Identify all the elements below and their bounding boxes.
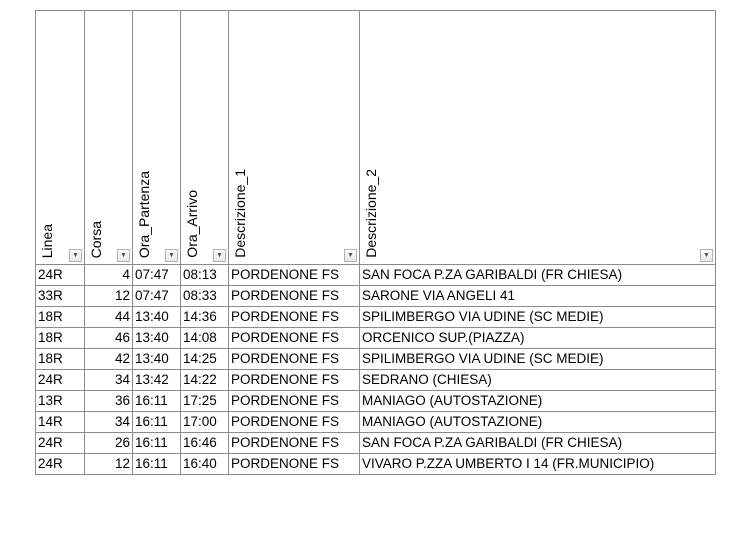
- column-label: Ora_Partenza: [136, 170, 152, 258]
- cell-ora-partenza[interactable]: 16:11: [133, 433, 181, 454]
- cell-ora-partenza[interactable]: 07:47: [133, 286, 181, 307]
- dropdown-arrow-icon[interactable]: ▼: [69, 249, 82, 262]
- cell-descrizione-2[interactable]: SEDRANO (CHIESA): [360, 370, 716, 391]
- cell-linea[interactable]: 24R: [36, 454, 85, 475]
- column-header-linea: [36, 11, 85, 265]
- cell-ora-partenza[interactable]: 13:42: [133, 370, 181, 391]
- column-header-ora-arrivo: [181, 11, 229, 265]
- cell-descrizione-2[interactable]: MANIAGO (AUTOSTAZIONE): [360, 412, 716, 433]
- cell-descrizione-1[interactable]: PORDENONE FS: [229, 412, 360, 433]
- cell-ora-arrivo[interactable]: 14:08: [181, 328, 229, 349]
- column-label: Descrizione_2: [363, 169, 379, 258]
- cell-ora-arrivo[interactable]: 14:36: [181, 307, 229, 328]
- cell-ora-arrivo[interactable]: 14:25: [181, 349, 229, 370]
- cell-descrizione-2[interactable]: SPILIMBERGO VIA UDINE (SC MEDIE): [360, 349, 716, 370]
- cell-corsa[interactable]: 12: [85, 286, 133, 307]
- cell-descrizione-2[interactable]: MANIAGO (AUTOSTAZIONE): [360, 391, 716, 412]
- table-row: [36, 370, 716, 391]
- column-header-descrizione-1: [229, 11, 360, 265]
- cell-ora-arrivo[interactable]: 16:40: [181, 454, 229, 475]
- cell-linea[interactable]: 24R: [36, 265, 85, 286]
- dropdown-arrow-icon[interactable]: ▼: [213, 249, 226, 262]
- cell-descrizione-1[interactable]: PORDENONE FS: [229, 286, 360, 307]
- table-row: [36, 328, 716, 349]
- table-row: [36, 454, 716, 475]
- cell-linea[interactable]: 24R: [36, 433, 85, 454]
- cell-descrizione-1[interactable]: PORDENONE FS: [229, 370, 360, 391]
- column-header-ora-partenza: [133, 11, 181, 265]
- table-row: [36, 412, 716, 433]
- cell-ora-partenza[interactable]: 13:40: [133, 328, 181, 349]
- dropdown-arrow-icon[interactable]: ▼: [165, 249, 178, 262]
- header-row: [36, 11, 716, 265]
- table-row: [36, 349, 716, 370]
- cell-ora-partenza[interactable]: 13:40: [133, 307, 181, 328]
- column-label: Linea: [39, 223, 55, 258]
- cell-ora-arrivo[interactable]: 08:33: [181, 286, 229, 307]
- cell-corsa[interactable]: 4: [85, 265, 133, 286]
- cell-ora-arrivo[interactable]: 17:00: [181, 412, 229, 433]
- cell-descrizione-2[interactable]: SARONE VIA ANGELI 41: [360, 286, 716, 307]
- column-header-corsa: [85, 11, 133, 265]
- cell-ora-partenza[interactable]: 16:11: [133, 391, 181, 412]
- dropdown-arrow-icon[interactable]: ▼: [700, 249, 713, 262]
- cell-linea[interactable]: 13R: [36, 391, 85, 412]
- table-row: [36, 391, 716, 412]
- cell-ora-partenza[interactable]: 07:47: [133, 265, 181, 286]
- column-header-descrizione-2: [360, 11, 716, 265]
- cell-descrizione-1[interactable]: PORDENONE FS: [229, 349, 360, 370]
- cell-descrizione-1[interactable]: PORDENONE FS: [229, 391, 360, 412]
- cell-linea[interactable]: 18R: [36, 328, 85, 349]
- dropdown-arrow-icon[interactable]: ▼: [117, 249, 130, 262]
- cell-linea[interactable]: 24R: [36, 370, 85, 391]
- cell-linea[interactable]: 18R: [36, 307, 85, 328]
- cell-corsa[interactable]: 34: [85, 412, 133, 433]
- cell-corsa[interactable]: 42: [85, 349, 133, 370]
- cell-corsa[interactable]: 36: [85, 391, 133, 412]
- table-row: [36, 307, 716, 328]
- cell-ora-arrivo[interactable]: 14:22: [181, 370, 229, 391]
- column-label: Descrizione_1: [232, 169, 248, 258]
- cell-ora-partenza[interactable]: 16:11: [133, 412, 181, 433]
- cell-ora-partenza[interactable]: 16:11: [133, 454, 181, 475]
- cell-descrizione-1[interactable]: PORDENONE FS: [229, 265, 360, 286]
- cell-corsa[interactable]: 44: [85, 307, 133, 328]
- cell-ora-arrivo[interactable]: 08:13: [181, 265, 229, 286]
- cell-descrizione-2[interactable]: ORCENICO SUP.(PIAZZA): [360, 328, 716, 349]
- cell-corsa[interactable]: 26: [85, 433, 133, 454]
- table-row: [36, 433, 716, 454]
- schedule-table: [35, 10, 716, 475]
- cell-descrizione-1[interactable]: PORDENONE FS: [229, 307, 360, 328]
- table-row: [36, 286, 716, 307]
- cell-corsa[interactable]: 34: [85, 370, 133, 391]
- cell-ora-arrivo[interactable]: 17:25: [181, 391, 229, 412]
- table-row: [36, 265, 716, 286]
- cell-descrizione-2[interactable]: SAN FOCA P.ZA GARIBALDI (FR CHIESA): [360, 265, 716, 286]
- cell-ora-partenza[interactable]: 13:40: [133, 349, 181, 370]
- cell-descrizione-2[interactable]: SPILIMBERGO VIA UDINE (SC MEDIE): [360, 307, 716, 328]
- cell-linea[interactable]: 33R: [36, 286, 85, 307]
- cell-descrizione-2[interactable]: VIVARO P.ZZA UMBERTO I 14 (FR.MUNICIPIO): [360, 454, 716, 475]
- cell-linea[interactable]: 18R: [36, 349, 85, 370]
- cell-corsa[interactable]: 46: [85, 328, 133, 349]
- cell-descrizione-1[interactable]: PORDENONE FS: [229, 328, 360, 349]
- cell-ora-arrivo[interactable]: 16:46: [181, 433, 229, 454]
- cell-descrizione-2[interactable]: SAN FOCA P.ZA GARIBALDI (FR CHIESA): [360, 433, 716, 454]
- column-label: Corsa: [88, 220, 104, 258]
- column-label: Ora_Arrivo: [184, 190, 200, 258]
- cell-descrizione-1[interactable]: PORDENONE FS: [229, 454, 360, 475]
- cell-descrizione-1[interactable]: PORDENONE FS: [229, 433, 360, 454]
- dropdown-arrow-icon[interactable]: ▼: [344, 249, 357, 262]
- cell-corsa[interactable]: 12: [85, 454, 133, 475]
- cell-linea[interactable]: 14R: [36, 412, 85, 433]
